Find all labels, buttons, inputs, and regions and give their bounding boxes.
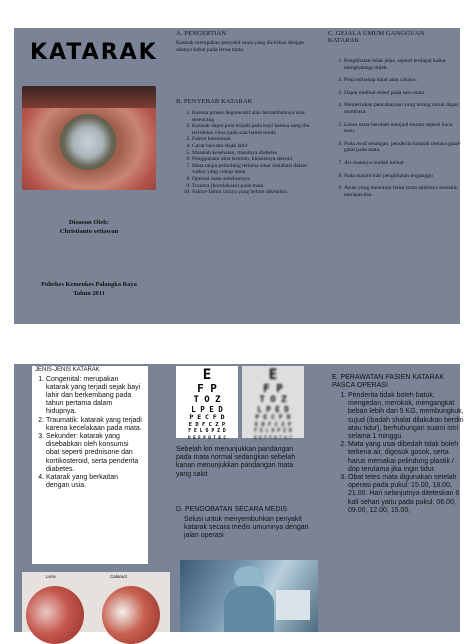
cataract-eye-photo: [22, 86, 156, 190]
aftercare-column: [324, 364, 464, 632]
section-a-text: Katarak merupakan penyakit mata yang dicirikan dengan adanya kabut pada lensa mata.: [176, 40, 304, 53]
eye-diagram: [22, 572, 170, 632]
list-item: 9. Trauma (kecelakaan) pada mata: [192, 183, 320, 190]
chart-row: D E F P O T E C: [254, 434, 292, 440]
types-box: [32, 366, 148, 564]
chart-row: E: [202, 367, 212, 383]
list-item: 8. Pada malam hari penglihatan terganggu: [344, 173, 462, 180]
list-item: 3. Dapat melihat dobel pada satu mata.: [344, 90, 462, 97]
chart-row: P E C F D: [189, 413, 225, 422]
list-item: 1. Penglihatan tidak jelas, seperti terdapat kabut menghalangi objek.: [344, 58, 462, 71]
chart-row: T O Z: [193, 395, 221, 406]
list-item: 3. Sekunder: katarak yang disebabkan oleh konsumsi obat seperti prednisone dan kortikosteroid, serta penderita diabetes.: [46, 433, 142, 474]
chart-row: F P: [197, 382, 217, 396]
list-item: 1. Penderita tidak boleh batuk, mengedan, merokok, mengangkat beban lebih dari 5 KG, membungkuk, sujud (ibadah shalat dilakukan berdiri atau tidur), berhubungan suami istri selama 1 minggu.: [348, 392, 466, 441]
list-item: 5. Lensa mata berubah menjadi buram seperti kaca susu.: [344, 122, 462, 135]
symptoms-column: [318, 28, 460, 324]
chart-row: F E L O P Z D: [188, 428, 226, 434]
jenis-list: [32, 376, 142, 491]
chart-row: E D F C Z P: [188, 422, 226, 429]
list-item: 1. Congenital: merupakan katarak yang terjadi sejak bayi lahir dan berkembang pada tahun pertama dalam hidupnya.: [46, 376, 142, 417]
section-a-title: A. PENGERTIAN: [176, 30, 227, 37]
institution-block: [14, 280, 164, 298]
chart-row: E: [268, 367, 278, 383]
list-item: 2. Traumatik: katarak yang terjadi karena kecelakaan pada mata.: [46, 417, 142, 433]
definition-cause-column: [166, 28, 316, 324]
brochure-inside-panel: [14, 364, 464, 632]
section-e-title: E. PERAWATAN PASIEN KATARAK PASCA OPERASI: [332, 374, 445, 390]
list-item: 5. Masalah kesehatan, misalnya diabetes: [192, 150, 320, 157]
section-c-list: [332, 58, 462, 204]
types-column: [14, 364, 170, 632]
list-item: 4. Memerlukan pencahayaan yang terang untuk dapat membaca.: [344, 102, 462, 115]
author-label: Disusun Oleh:: [68, 219, 110, 226]
list-item: 6. Pada awal serangan, penderita katarak merasa gatal-gatal pada mata.: [344, 141, 462, 154]
list-item: 2. Mata yang usai dibedah tidak boleh terkena air, digosok gosok, serta harus memakai pelindung plastik / dop terutama jika ingin tidur.: [348, 441, 466, 474]
institution-name: Poltekes Kemenkes Palangka Raya: [41, 281, 137, 288]
jenis-title: JENIS-JENIS KATARAK: [35, 367, 100, 373]
eye-chart-blurred: [242, 366, 304, 438]
list-item: 8. Operasi mata sebelumnya: [192, 176, 320, 183]
author-block: [14, 218, 164, 236]
normal-eye-diagram: [26, 586, 84, 644]
chart-row: T O Z: [259, 395, 287, 406]
section-b-title: B. PENYEBAB KATARAK: [176, 98, 253, 105]
cataract-eye-diagram: [102, 586, 160, 644]
list-item: 3. Obat tetes mata digunakan setelah operasi pada pukul: 15.00, 18.00, 21.00. Hari selanjutnya diteteskan 6 kali sehari yaitu pada pukul: 06.00, 09.00, 12.00, 15.00,: [348, 474, 466, 515]
chart-row: L P E D: [257, 404, 289, 414]
surgery-photo: [180, 560, 318, 632]
chart-treatment-column: [172, 364, 322, 632]
eye-chart-normal: [176, 366, 238, 438]
section-d-title: D. PENGOBATAN SECARA MEDIS: [176, 506, 287, 513]
list-item: 7. Mata tanpa pelindung terkena sinar matahari dalam waktu yang cukup lama: [192, 163, 320, 176]
diagram-label-lens: Lens: [46, 574, 56, 579]
list-item: 1. Karena proses degeneratif atau bertambahnya usia seseorang: [192, 110, 320, 123]
list-item: 7. Air matanya mudah keluar: [344, 160, 462, 167]
chart-row: F P: [263, 382, 283, 396]
list-item: 3. Faktor keturunan.: [192, 136, 320, 143]
list-item: 6. Penggunaan obat tertentu, khususnya steroid: [192, 156, 320, 163]
section-e-list: [336, 392, 466, 515]
list-item: 10. Faktor-faktor lainya yang belum diketahui.: [192, 189, 320, 196]
section-d-text: Solusi untuk menyembuhkan penyakit katarak secara medis umumnya dengan jalan operasi: [184, 516, 309, 540]
diagram-label-cataract: Cataract: [110, 574, 128, 579]
chart-row: E D F C Z P: [254, 422, 292, 429]
list-item: 2. Peka terhadap sinar atau cahaya.: [344, 77, 462, 84]
logo-title: KATARAK: [30, 40, 158, 65]
list-item: 9. Awan yang menutupi lensa mata akhirnya semakin merapat dan: [344, 185, 462, 198]
list-item: 4. Cacat bawaan sejak lahir: [192, 143, 320, 150]
chart-row: L P E D: [191, 404, 223, 414]
chart-row: F E L O P Z D: [254, 428, 292, 434]
section-c-title: C. GEJALA UMUM GANGGUAN KATARAK: [328, 30, 425, 44]
section-b-list: [180, 110, 320, 196]
institution-year: Tahun 2011: [73, 290, 105, 297]
brochure-front-panel: [14, 28, 460, 324]
chart-row: D E F P O T E C: [188, 434, 226, 440]
list-item: 4. Katarak yang berkaitan dengan usia.: [46, 474, 142, 490]
author-name: Christianto setiawan: [59, 228, 119, 235]
chart-row: P E C F D: [255, 413, 291, 422]
chart-caption: Sebelah kiri menunjukkan pandangan pada mata normal sedangkan sebelah kanan menunjukkan pandangan mata yang sakit: [176, 446, 296, 478]
cover-column: [14, 28, 164, 324]
list-item: 2. Katarak dapat pula terjadi pada bayi karena sang ibu terinfeksi virus pada saat hamil muda: [192, 123, 320, 136]
